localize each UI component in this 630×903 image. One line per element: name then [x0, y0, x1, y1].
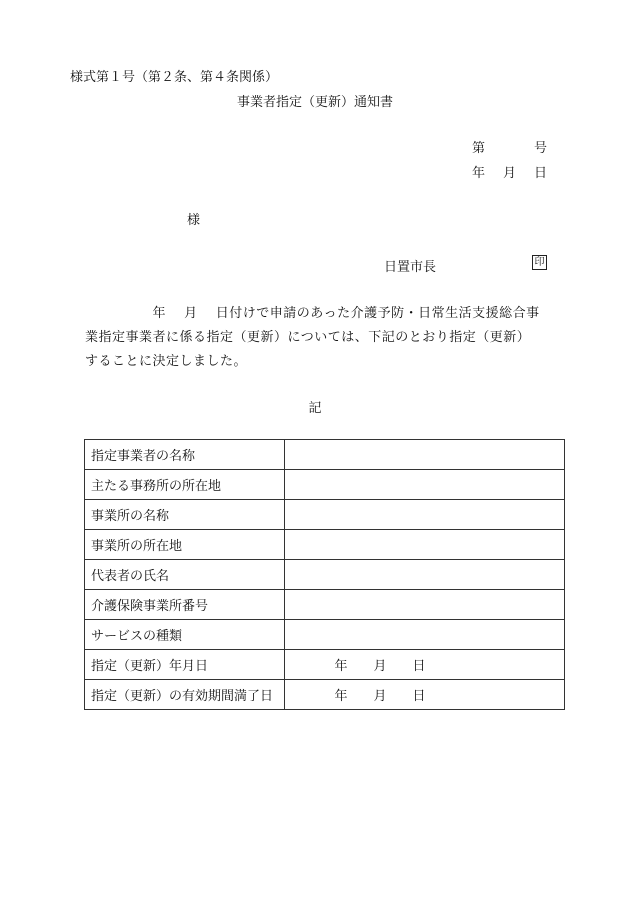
row-value-date[interactable]: 年 月 日	[284, 650, 564, 680]
ki-heading: 記	[308, 401, 322, 416]
document-title: 事業者指定（更新）通知書	[236, 95, 393, 110]
row-label: 事業所の所在地	[85, 530, 285, 560]
row-value[interactable]	[284, 440, 564, 470]
table-row	[85, 500, 565, 530]
issuer-name: 日置市長	[384, 260, 437, 275]
table-row	[85, 620, 565, 650]
row-value-date[interactable]: 年 月 日	[284, 680, 564, 710]
table-row	[85, 560, 565, 590]
row-value[interactable]	[284, 590, 564, 620]
table-row	[85, 530, 565, 560]
row-label: 指定事業者の名称	[85, 440, 285, 470]
document-number-suffix: 号	[534, 141, 548, 156]
row-label: 主たる事務所の所在地	[85, 470, 285, 500]
addressee-suffix: 様	[187, 213, 201, 228]
row-label: サービスの種類	[85, 620, 285, 650]
notice-body	[85, 302, 565, 374]
table-row	[85, 470, 565, 500]
designation-details-table	[84, 439, 565, 710]
notice-body-line: することに決定しました。	[85, 354, 248, 369]
row-value[interactable]	[284, 500, 564, 530]
issue-date-day: 日	[534, 166, 548, 181]
notice-body-line: 業指定事業者に係る指定（更新）については、下記のとおり指定（更新）	[85, 330, 531, 345]
table-row	[85, 590, 565, 620]
notice-body-line: 年 月 日付けで申請のあった介護予防・日常生活支援総合事	[85, 306, 540, 321]
document-number-label: 第	[472, 141, 486, 156]
form-number: 様式第１号（第２条、第４条関係）	[70, 70, 279, 85]
table-row	[85, 650, 565, 680]
row-value[interactable]	[284, 470, 564, 500]
row-label: 代表者の氏名	[85, 560, 285, 590]
row-label: 指定（更新）年月日	[85, 650, 285, 680]
row-value[interactable]	[284, 560, 564, 590]
row-label: 事業所の名称	[85, 500, 285, 530]
table-row	[85, 680, 565, 710]
row-value[interactable]	[284, 530, 564, 560]
table-row	[85, 440, 565, 470]
row-value[interactable]	[284, 620, 564, 650]
row-label: 介護保険事業所番号	[85, 590, 285, 620]
issue-date-month: 月	[503, 166, 517, 181]
row-label: 指定（更新）の有効期間満了日	[85, 680, 285, 710]
issue-date-year: 年	[472, 166, 486, 181]
seal-mark: 印	[532, 255, 547, 270]
